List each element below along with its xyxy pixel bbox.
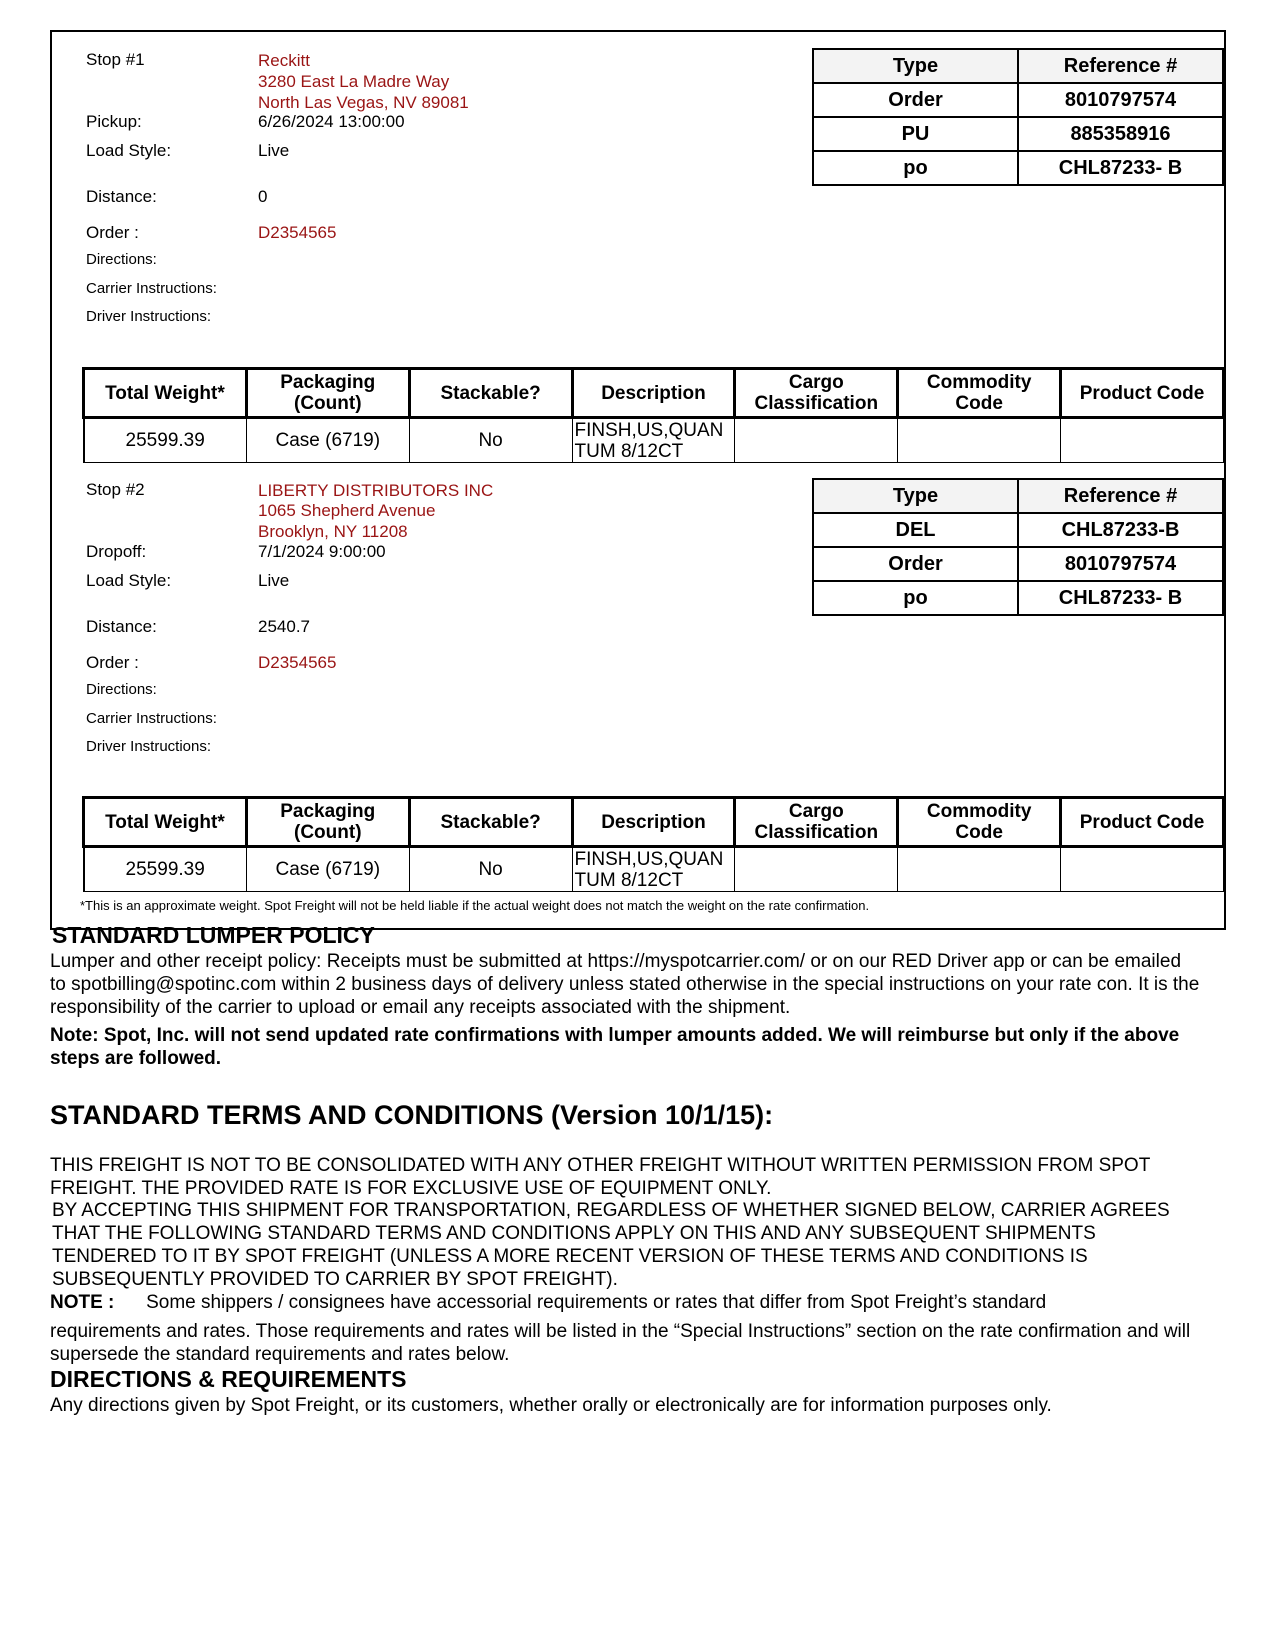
terms-heading: STANDARD TERMS AND CONDITIONS (Version 10/1/15): (50, 1100, 774, 1130)
cargo-header-product: Product Code (1061, 369, 1224, 418)
stop-address-line1: 1065 Shepherd Avenue (258, 501, 436, 520)
lumper-body: Lumper and other receipt policy: Receipts must be submitted at https://myspotcarrier.com/ or on our RED Driver app or can be emailed to spotbilling@spotinc.com within 2 business days of delivery unless stated otherwise in the special instructions on your rate con. It is the responsibility of the carrier to upload or email any receipts associated with the shipment. (50, 951, 1200, 1018)
cargo-table (82, 367, 1225, 463)
cargo-classification (735, 418, 898, 463)
stop-2-section (50, 480, 1226, 930)
distance-label: Distance: (86, 617, 157, 636)
stop-label: Stop #2 (86, 480, 145, 499)
lumper-heading: STANDARD LUMPER POLICY (52, 922, 375, 948)
stop-company: Reckitt (258, 51, 310, 70)
cargo-header-weight: Total Weight* (84, 798, 247, 847)
cargo-description: FINSH,US,QUANTUM 8/12CT (572, 418, 735, 463)
cargo-weight: 25599.39 (84, 418, 247, 463)
cargo-header-description: Description (572, 798, 735, 847)
directions-label: Directions: (86, 251, 157, 268)
load-style-value: Live (258, 571, 290, 590)
cargo-header-commodity: Commodity Code (898, 369, 1061, 418)
ref-header-reference: Reference # (1018, 49, 1223, 83)
cargo-stackable: No (409, 418, 572, 463)
table-row (813, 513, 1223, 547)
cargo-header-description: Description (572, 369, 735, 418)
load-style-label: Load Style: (86, 141, 172, 160)
ref-type: Order (813, 83, 1018, 117)
distance-label: Distance: (86, 187, 157, 206)
stop-company: LIBERTY DISTRIBUTORS INC (258, 481, 494, 500)
ref-header-type: Type (813, 479, 1018, 513)
carrier-instructions-label: Carrier Instructions: (86, 280, 217, 297)
cargo-stackable: No (409, 847, 572, 892)
driver-instructions-label: Driver Instructions: (86, 738, 212, 755)
table-row (813, 83, 1223, 117)
order-label: Order : (86, 653, 139, 672)
terms-paragraph-1: THIS FREIGHT IS NOT TO BE CONSOLIDATED WITH ANY OTHER FREIGHT WITHOUT WRITTEN PERMISSION FROM SPOT FREIGHT. THE PROVIDED RATE IS FOR EXCLUSIVE USE OF EQUIPMENT ONLY. (50, 1155, 1150, 1199)
cargo-header-product: Product Code (1061, 798, 1224, 847)
ref-number: 8010797574 (1018, 83, 1223, 117)
cargo-product (1061, 847, 1224, 892)
dropoff-time: 7/1/2024 9:00:00 (258, 542, 386, 561)
driver-instructions-label: Driver Instructions: (86, 308, 212, 325)
pickup-time: 6/26/2024 13:00:00 (258, 112, 405, 131)
table-row (84, 847, 1224, 892)
cargo-header-classification: Cargo Classification (735, 369, 898, 418)
cargo-classification (735, 847, 898, 892)
load-style-label: Load Style: (86, 571, 172, 590)
cargo-packaging: Case (6719) (246, 418, 409, 463)
order-label: Order : (86, 223, 139, 242)
ref-type: Order (813, 547, 1018, 581)
reference-table (812, 478, 1224, 616)
ref-header-type: Type (813, 49, 1018, 83)
reference-table (812, 48, 1224, 186)
table-row (813, 151, 1223, 185)
stop-address-line2: North Las Vegas, NV 89081 (258, 93, 469, 112)
cargo-header-packaging: Packaging (Count) (246, 369, 409, 418)
cargo-description: FINSH,US,QUANTUM 8/12CT (572, 847, 735, 892)
ref-number: 885358916 (1018, 117, 1223, 151)
ref-type: po (813, 581, 1018, 615)
weight-disclaimer: *This is an approximate weight. Spot Freight will not be held liable if the actual weight does not match the weight on the rate confirmation. (80, 898, 870, 913)
cargo-header-weight: Total Weight* (84, 369, 247, 418)
order-value: D2354565 (258, 223, 337, 242)
cargo-commodity (898, 847, 1061, 892)
distance-value: 2540.7 (258, 617, 310, 636)
stop-address-line1: 3280 East La Madre Way (258, 72, 450, 91)
stop-label: Stop #1 (86, 50, 145, 69)
cargo-table (82, 796, 1225, 892)
ref-type: po (813, 151, 1018, 185)
cargo-product (1061, 418, 1224, 463)
cargo-commodity (898, 418, 1061, 463)
lumper-note: Note: Spot, Inc. will not send updated rate confirmations with lumper amounts added. We will reimburse but only if the above steps are followed. (50, 1025, 1180, 1069)
table-row (84, 418, 1224, 463)
table-row (813, 117, 1223, 151)
terms-paragraph-2: BY ACCEPTING THIS SHIPMENT FOR TRANSPORTATION, REGARDLESS OF WHETHER SIGNED BELOW, CARRIER AGREES THAT THE FOLLOWING STANDARD TERMS AND CONDITIONS APPLY ON THIS AND ANY SUBSEQUENT SHIPMENTS TENDERED TO IT BY SPOT FREIGHT (UNLESS A MORE RECENT VERSION OF THESE TERMS AND CONDITIONS IS SUBSEQUENTLY PROVIDED TO CARRIER BY SPOT FREIGHT). (52, 1200, 1170, 1290)
ref-header-reference: Reference # (1018, 479, 1223, 513)
cargo-header-stackable: Stackable? (409, 798, 572, 847)
terms-note (50, 1291, 1200, 1314)
directions-label: Directions: (86, 681, 157, 698)
cargo-header-commodity: Commodity Code (898, 798, 1061, 847)
cargo-header-stackable: Stackable? (409, 369, 572, 418)
stop-address-line2: Brooklyn, NY 11208 (258, 522, 408, 541)
note-line1: Some shippers / consignees have accessorial requirements or rates that differ from Spot Freight’s standard (146, 1292, 1047, 1313)
cargo-packaging: Case (6719) (246, 847, 409, 892)
cargo-weight: 25599.39 (84, 847, 247, 892)
table-row (813, 581, 1223, 615)
ref-type: DEL (813, 513, 1018, 547)
cargo-header-classification: Cargo Classification (735, 798, 898, 847)
ref-type: PU (813, 117, 1018, 151)
ref-number: CHL87233- B (1018, 151, 1223, 185)
ref-number: 8010797574 (1018, 547, 1223, 581)
table-row (813, 547, 1223, 581)
directions-body: Any directions given by Spot Freight, or its customers, whether orally or electronically are for information purposes only. (50, 1395, 1052, 1416)
ref-number: CHL87233- B (1018, 581, 1223, 615)
stop-1-section (50, 30, 1226, 480)
ref-number: CHL87233-B (1018, 513, 1223, 547)
pickup-label: Pickup: (86, 112, 142, 131)
order-value: D2354565 (258, 653, 337, 672)
dropoff-label: Dropoff: (86, 542, 147, 561)
distance-value: 0 (258, 187, 268, 206)
carrier-instructions-label: Carrier Instructions: (86, 710, 217, 727)
load-style-value: Live (258, 141, 290, 160)
cargo-header-packaging: Packaging (Count) (246, 798, 409, 847)
directions-heading: DIRECTIONS & REQUIREMENTS (50, 1366, 407, 1392)
terms-note-continued: requirements and rates. Those requirements and rates will be listed in the “Special Instructions” section on the rate confirmation and will supersede the standard requirements and rates below. (50, 1321, 1191, 1365)
note-label: NOTE : (50, 1292, 115, 1313)
